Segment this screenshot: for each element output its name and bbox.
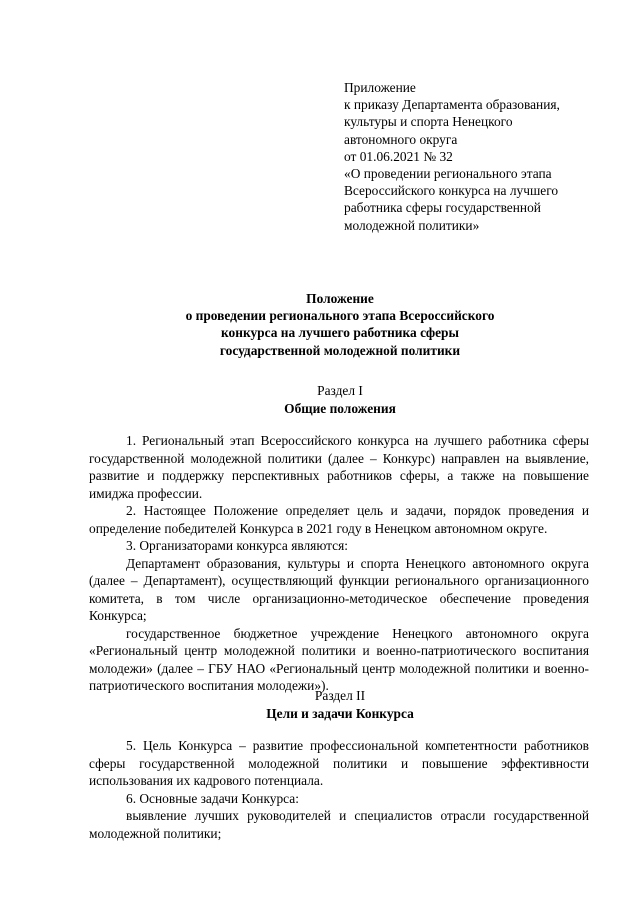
section-1-name: Общие положения [284, 400, 396, 416]
section-1-number: Раздел I [317, 383, 363, 398]
section-1-body [89, 432, 589, 695]
section-1-heading [90, 382, 590, 417]
paragraph: Департамент образования, культуры и спорта Ненецкого автономного округа (далее – Департамент), осуществляющий функции регионального организационного комитета, в том числе организационно-методическое обеспечение проведения Конкурса; [89, 555, 589, 623]
appendix-line: к приказу Департамента образования, [344, 97, 560, 113]
paragraph: 2. Настоящее Положение определяет цель и задачи, порядок проведения и определение победителей Конкурса в 2021 году в Ненецком автономном округе. [89, 503, 589, 536]
section-2-heading [90, 687, 590, 722]
appendix-line: работника сферы государственной [344, 200, 541, 216]
appendix-header [344, 79, 594, 234]
paragraph: 6. Основные задачи Конкурса: [126, 790, 299, 806]
appendix-line: культуры и спорта Ненецкого [344, 114, 513, 130]
title-line: конкурса на лучшего работника сферы [221, 325, 459, 341]
appendix-line: Приложение [344, 80, 416, 95]
appendix-line: автономного округа [344, 131, 458, 147]
title-line: государственной молодежной политики [219, 342, 461, 358]
title-line: о проведении регионального этапа Всероссийского [185, 308, 495, 324]
section-2-name: Цели и задачи Конкурса [266, 705, 414, 721]
document-title [90, 290, 590, 359]
title-line: Положение [306, 291, 374, 306]
appendix-line: от 01.06.2021 № 32 [344, 148, 453, 164]
paragraph: 3. Организаторами конкурса являются: [126, 538, 349, 553]
appendix-line: «О проведении регионального этапа [344, 166, 552, 182]
appendix-line: молодежной политики» [344, 217, 480, 233]
paragraph: 1. Региональный этап Всероссийского конкурса на лучшего работника сферы государственной молодежной политики (далее – Конкурс) направлен на выявление, развитие и поддержку перспективных работников сферы, а также на повышение имиджа профессии. [89, 433, 589, 501]
paragraph: выявление лучших руководителей и специалистов отрасли государственной молодежной политики; [89, 808, 589, 841]
paragraph: государственное бюджетное учреждение Ненецкого автономного округа «Региональный центр молодежной политики и военно-патриотического воспитания молодежи» (далее – ГБУ НАО «Региональный центр молодежной политики и военно-патриотического воспитания молодежи»). [89, 625, 589, 693]
appendix-line: Всероссийского конкурса на лучшего [344, 183, 559, 199]
paragraph: 5. Цель Конкурса – развитие профессиональной компетентности работников сферы государственной молодежной политики и повышение эффективности использования их кадрового потенциала. [89, 738, 589, 788]
section-2-body [89, 737, 589, 842]
section-2-number: Раздел II [314, 688, 366, 703]
